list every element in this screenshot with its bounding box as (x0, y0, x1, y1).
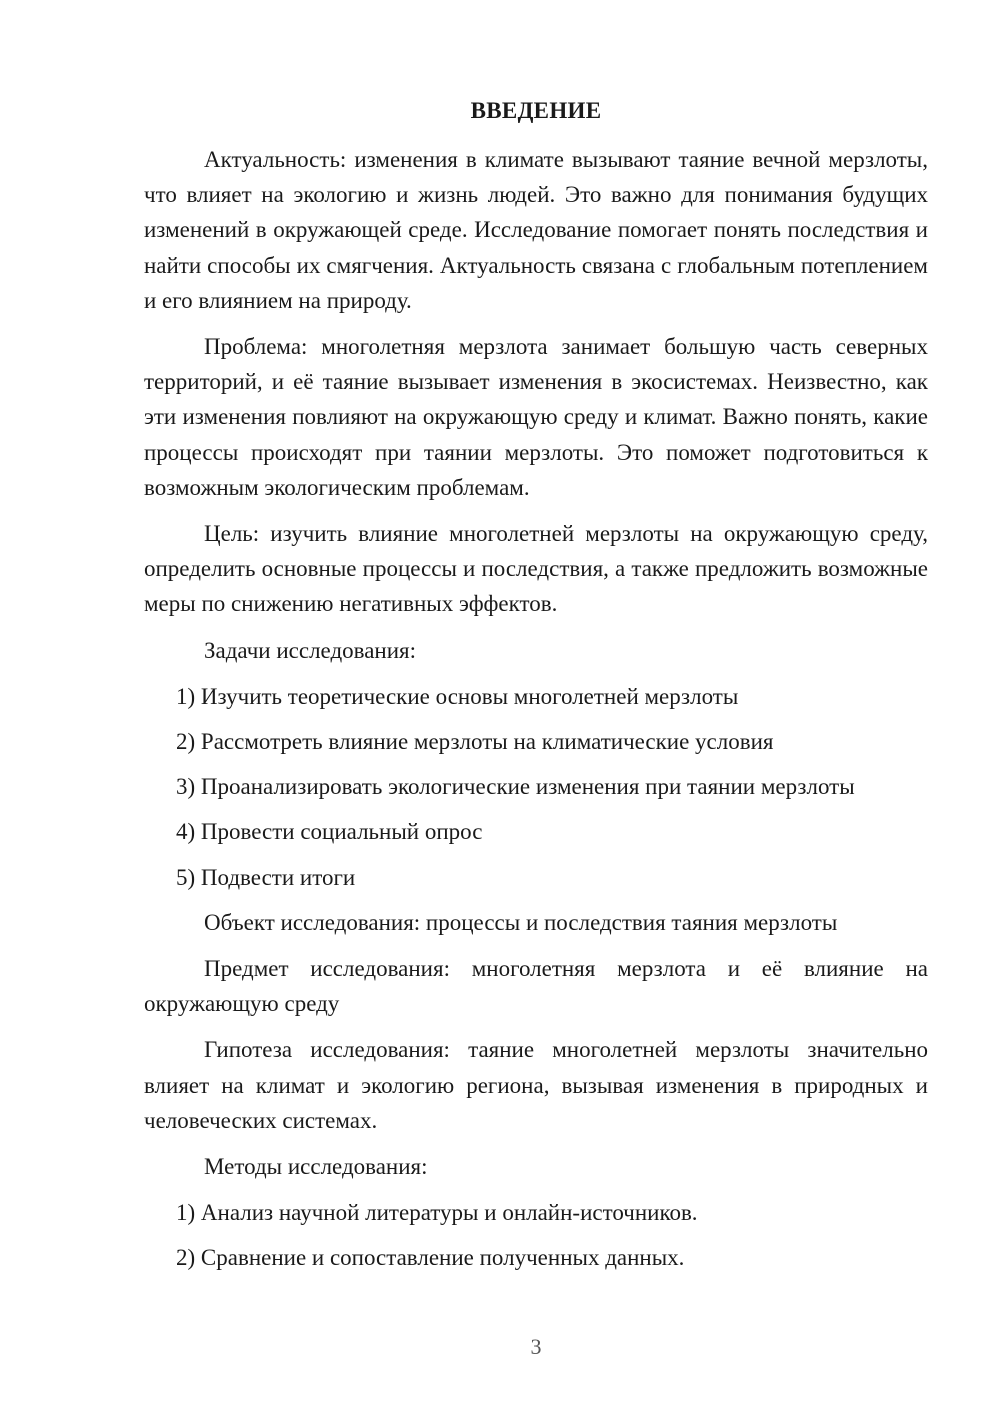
task-item: 4) Провести социальный опрос (176, 819, 483, 845)
page-number: 3 (530, 1334, 542, 1359)
task-item: 3) Проанализировать экологические изменения при таянии мерзлоты (176, 774, 855, 800)
tasks-heading: Задачи исследования: (204, 637, 417, 663)
task-item: 5) Подвести итоги (176, 864, 356, 890)
method-item: 2) Сравнение и сопоставление полученных данных. (176, 1245, 685, 1271)
method-item: 1) Анализ научной литературы и онлайн-источников. (176, 1200, 698, 1226)
task-item: 2) Рассмотреть влияние мерзлоты на климатические условия (176, 729, 774, 755)
methods-heading: Методы исследования: (204, 1154, 428, 1180)
paragraph-hypothesis: Гипотеза исследования: таяние многолетней мерзлоты значительно влияет на климат и экологию региона, вызывая изменения в природных и человеческих системах. (144, 1037, 928, 1133)
document-body (144, 142, 928, 1286)
paragraph-object: Объект исследования: процессы и последствия таяния мерзлоты (204, 909, 838, 935)
paragraph-subject: Предмет исследования: многолетняя мерзлота и её влияние на окружающую среду (144, 956, 928, 1017)
paragraph-relevance: Актуальность: изменения в климате вызывают таяние вечной мерзлоты, что влияет на экологию и жизнь людей. Это важно для понимания будущих изменений в окружающей среде. Исследование помогает понять последствия и найти способы их смягчения. Актуальность связана с глобальным потеплением и его влиянием на природу. (144, 147, 928, 313)
page-title: ВВЕДЕНИЕ (470, 98, 602, 123)
paragraph-goal: Цель: изучить влияние многолетней мерзлоты на окружающую среду, определить основные процессы и последствия, а также предложить возможные меры по снижению негативных эффектов. (144, 521, 928, 617)
paragraph-problem: Проблема: многолетняя мерзлота занимает большую часть северных территорий, и её таяние вызывает изменения в экосистемах. Неизвестно, как эти изменения повлияют на окружающую среду и климат. Важно понять, какие процессы происходят при таянии мерзлоты. Это поможет подготовиться к возможным экологическим проблемам. (144, 334, 928, 500)
task-item: 1) Изучить теоретические основы многолетней мерзлоты (176, 683, 739, 709)
